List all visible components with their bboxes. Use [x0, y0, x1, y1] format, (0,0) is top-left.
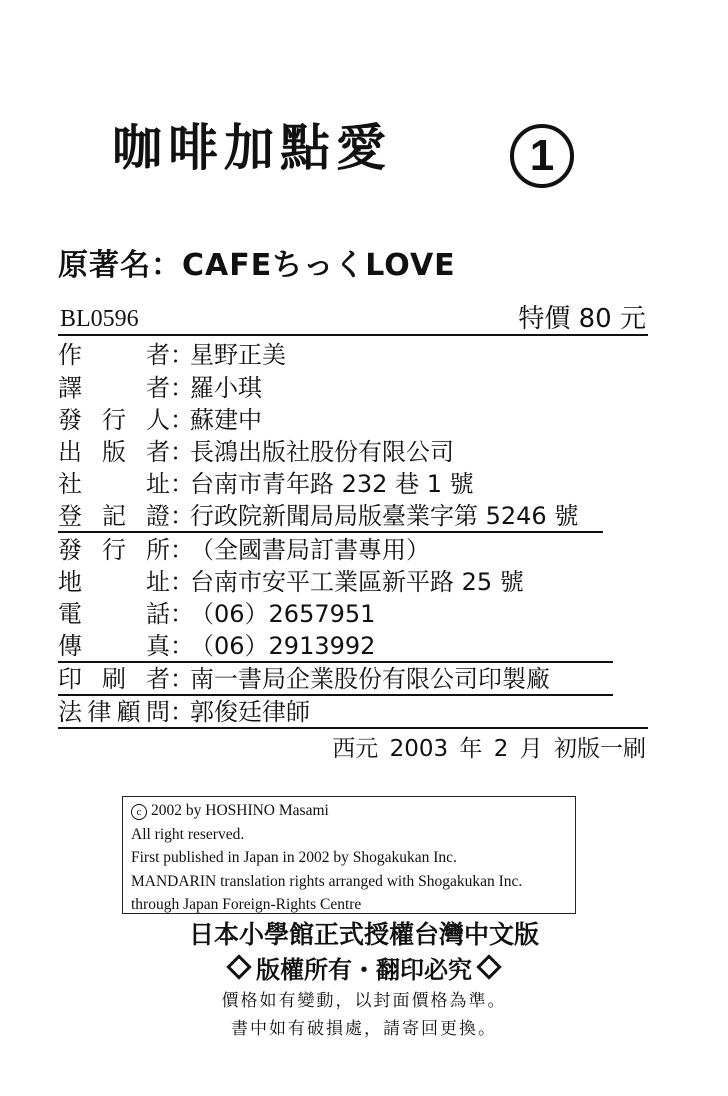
credit-row — [58, 598, 375, 631]
credit-value: （06）2657951 — [190, 600, 376, 628]
credit-value: 台南市青年路 232 巷 1 號 — [190, 470, 474, 498]
credit-row — [58, 468, 474, 501]
colon: ： — [170, 374, 194, 402]
credit-value: 南一書局企業股份有限公司印製廠 — [190, 665, 550, 693]
colon: ： — [170, 698, 194, 726]
rights-text: 版權所有・翻印必究 — [256, 956, 472, 984]
divider — [58, 334, 648, 336]
diamond-icon — [476, 954, 501, 979]
credit-value: 蘇建中 — [190, 406, 262, 434]
credit-row — [58, 566, 524, 599]
credit-row — [58, 534, 430, 567]
colon: ： — [170, 536, 194, 564]
colon: ： — [170, 470, 194, 498]
license-statement: 日本小學館正式授權台灣中文版 — [188, 920, 539, 949]
credit-row — [58, 500, 578, 533]
book-code: BL0596 — [60, 306, 139, 332]
credit-label: 社址 — [58, 470, 170, 498]
credit-label: 電話 — [58, 600, 170, 628]
credit-row — [58, 372, 262, 405]
colon: ： — [170, 568, 194, 596]
credit-value: 台南市安平工業區新平路 25 號 — [190, 568, 524, 596]
copyright-box — [122, 796, 576, 914]
colon: ： — [170, 502, 194, 530]
credit-row — [58, 630, 375, 663]
damage-note: 書中如有破損處，請寄回更換。 — [231, 1019, 497, 1039]
copyright-line: MANDARIN translation rights arranged with Shogakukan Inc. — [131, 872, 523, 890]
book-title: 咖啡加點愛 — [112, 119, 392, 177]
credit-value: 郭俊廷律師 — [190, 698, 310, 726]
credit-row — [58, 696, 310, 729]
colon: ： — [170, 341, 194, 369]
credit-label: 傳真 — [58, 632, 170, 660]
credit-label: 法律顧問 — [58, 698, 170, 726]
colon: ： — [170, 632, 194, 660]
copyright-line: through Japan Foreign-Rights Centre — [131, 896, 362, 913]
colon: ： — [170, 665, 194, 693]
edition-date: 西元 2003 年 2 月 初版一刷 — [332, 736, 646, 762]
credit-value: 行政院新聞局局版臺業字第 5246 號 — [190, 502, 579, 530]
colon: ： — [170, 438, 194, 466]
rights-statement — [0, 954, 728, 986]
credit-row — [58, 339, 286, 372]
price-note: 價格如有變動，以封面價格為準。 — [221, 991, 507, 1011]
credit-value: 羅小琪 — [190, 374, 262, 402]
diamond-icon — [226, 954, 251, 979]
original-title: 原著名：CAFEちっくLOVE — [58, 248, 456, 283]
credit-value: （全國書局訂書專用） — [190, 536, 430, 564]
credit-label: 登記證 — [58, 502, 170, 530]
credit-row — [58, 436, 454, 469]
credit-row — [58, 663, 550, 696]
copyright-text: 2002 by HOSHINO Masami — [151, 802, 329, 819]
credit-value: 星野正美 — [190, 341, 286, 369]
divider — [58, 727, 648, 729]
copyright-line — [131, 799, 567, 823]
credit-label: 地址 — [58, 568, 170, 596]
copyright-line: All right reserved. — [131, 825, 245, 843]
credit-row — [58, 404, 262, 437]
credit-label: 發行所 — [58, 536, 170, 564]
copyright-icon: c — [131, 804, 147, 820]
credit-label: 出版者 — [58, 438, 170, 466]
colon: ： — [170, 600, 194, 628]
copyright-line: First published in Japan in 2002 by Shogakukan Inc. — [131, 849, 457, 866]
credit-label: 發行人 — [58, 406, 170, 434]
credit-label: 印刷者 — [58, 665, 170, 693]
colon: ： — [170, 406, 194, 434]
price: 特價 80 元 — [518, 304, 646, 334]
divider — [58, 531, 603, 533]
volume-number: 1 — [510, 124, 574, 188]
credit-label: 作者 — [58, 341, 170, 369]
credit-label: 譯者 — [58, 374, 170, 402]
credit-value: 長鴻出版社股份有限公司 — [190, 438, 454, 466]
credit-value: （06）2913992 — [190, 632, 376, 660]
